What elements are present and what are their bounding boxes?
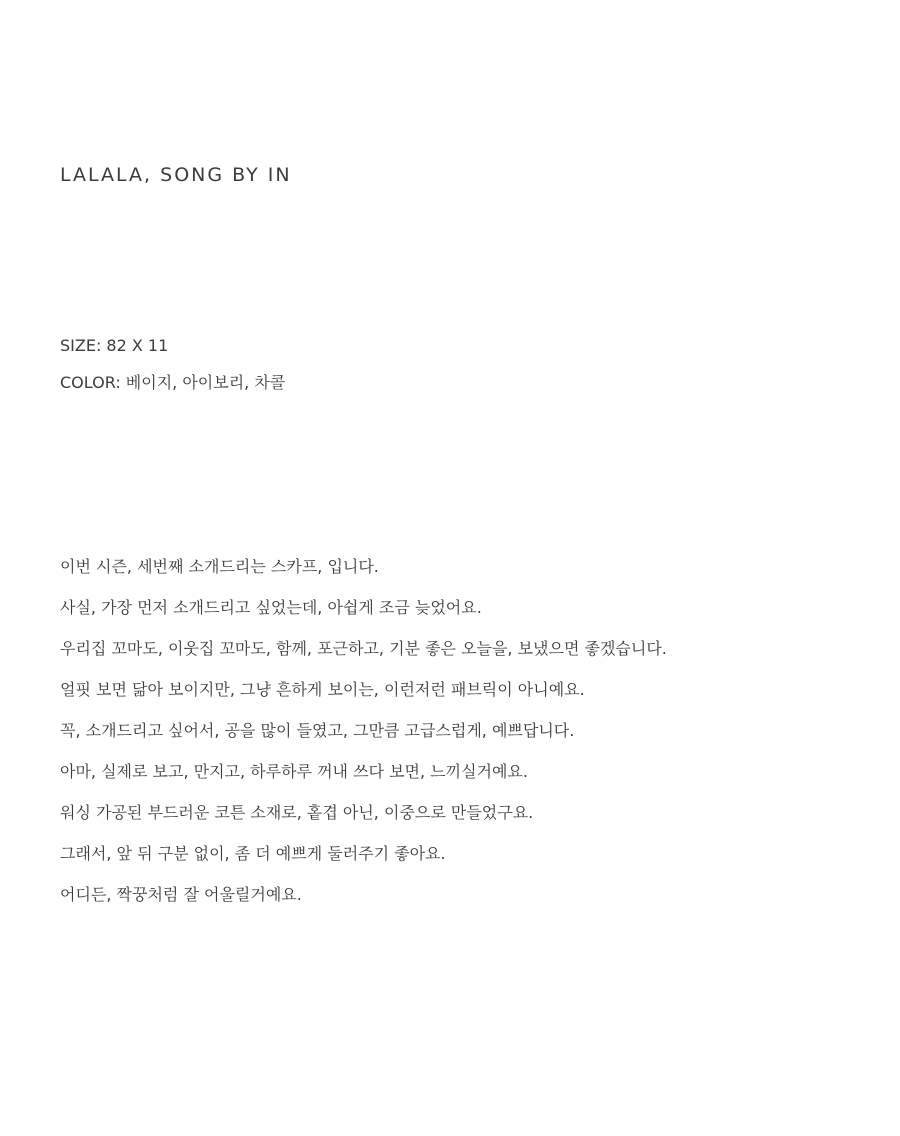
description-line: 우리집 꼬마도, 이웃집 꼬마도, 함께, 포근하고, 기분 좋은 오늘을, 보냈으면 좋겠습니다. [60,639,667,658]
size-spec: SIZE: 82 X 11 [60,336,169,355]
product-title: LALALA, SONG BY IN [60,164,292,186]
description-line: 어디든, 짝꿍처럼 잘 어울릴거예요. [60,885,302,904]
description-line: 얼핏 보면 닮아 보이지만, 그냥 흔하게 보이는, 이런저런 패브릭이 아니예요. [60,680,585,699]
description-line: 워싱 가공된 부드러운 코튼 소재로, 홑겹 아닌, 이중으로 만들었구요. [60,803,534,822]
description-line: 그래서, 앞 뒤 구분 없이, 좀 더 예쁘게 둘러주기 좋아요. [60,844,446,863]
product-description [60,557,667,926]
spec-list [60,336,285,410]
description-line: 꼭, 소개드리고 싶어서, 공을 많이 들였고, 그만큼 고급스럽게, 예쁘답니다. [60,721,575,740]
description-line: 아마, 실제로 보고, 만지고, 하루하루 꺼내 쓰다 보면, 느끼실거예요. [60,762,528,781]
description-line: 이번 시즌, 세번째 소개드리는 스카프, 입니다. [60,557,379,576]
color-spec: COLOR: 베이지, 아이보리, 차콜 [60,373,286,392]
description-line: 사실, 가장 먼저 소개드리고 싶었는데, 아쉽게 조금 늦었어요. [60,598,482,617]
